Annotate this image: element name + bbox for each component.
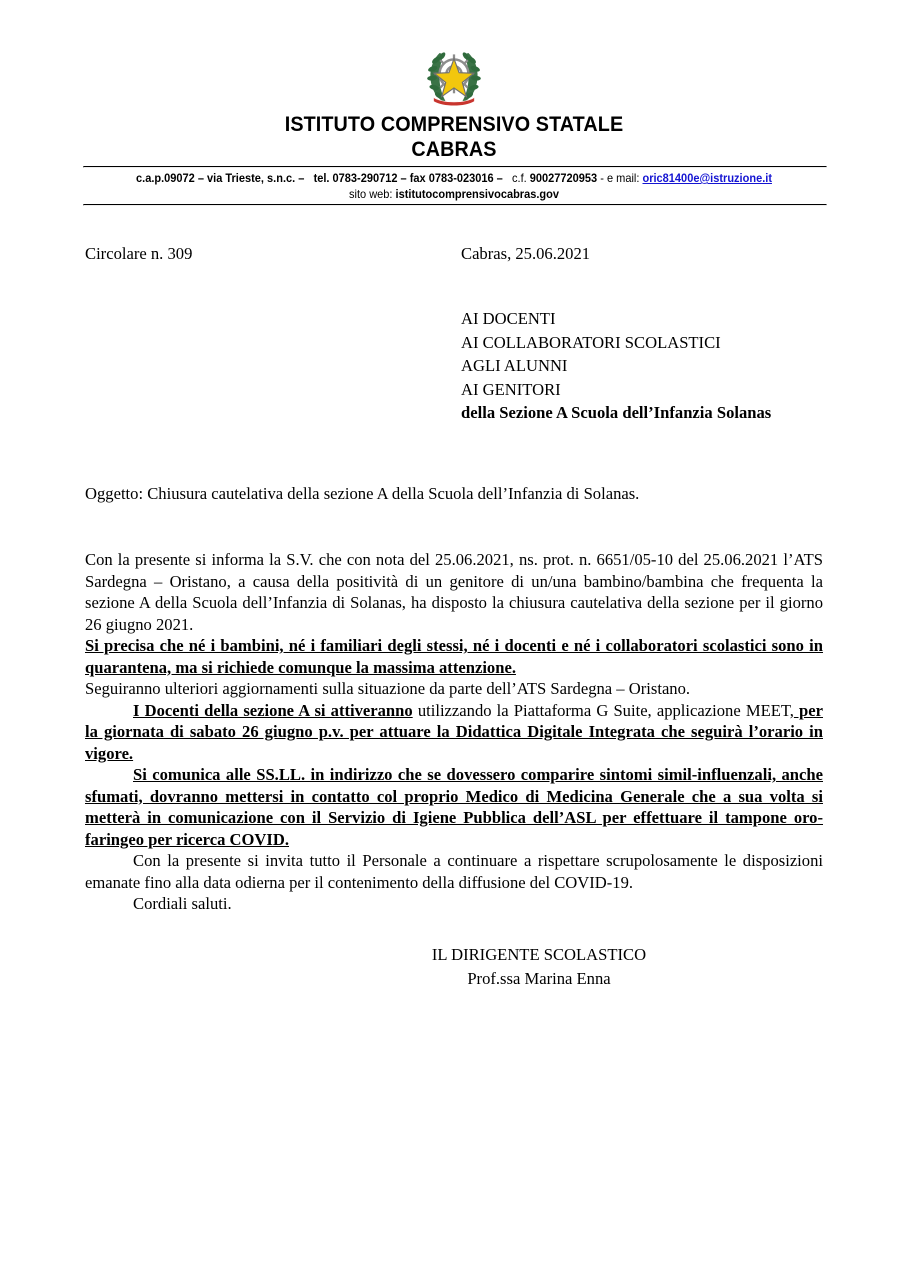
paragraph-notice: Con la presente si informa la S.V. che con nota del 25.06.2021, ns. prot. n. 6651/05-10 del 25.06.2021 l’ATS Sardegna – Oristano, a causa della positività di un genitore di un/una bambino/bambina che frequenta la sezione A della Scuola dell’Infanzia di Solanas, ha disposto la chiusura cautelativa della sezione per il giorno 26 giugno 2021. [85,550,823,634]
contact-cf: 90027720953 [529,172,598,185]
school-title-line2: CABRAS [411,137,497,161]
paragraph-regards [85,893,823,915]
contact-line-2 [102,187,807,203]
school-title-line1: ISTITUTO COMPRENSIVO STATALE [284,112,624,136]
letterhead [83,40,825,206]
emblem-container [83,40,825,112]
contact-web: istitutocomprensivocabras.gov [395,187,559,201]
paragraph-updates: Seguiranno ulteriori aggiornamenti sulla situazione da parte dell’ATS Sardegna – Oristano. [85,679,691,698]
contact-info [102,168,807,204]
contact-cap: c.a.p.09072 – via Trieste, s.n.c. – [136,172,305,185]
header-rule-bottom [83,204,827,206]
signature-block [85,943,823,991]
subject-line: Oggetto: Chiusura cautelativa della sezione A della Scuola dell’Infanzia di Solanas. [85,483,640,503]
contact-line-1 [102,171,807,187]
teachers-plain: utilizzando la Piattaforma G Suite, applicazione MEET, [412,700,794,720]
paragraph-quarantine [85,635,823,678]
circular-number: Circolare n. 309 [85,244,193,263]
letter-body [85,243,823,988]
recipient-line: AI GENITORI [461,379,561,399]
teachers-bold-tail: per la giornata di sabato 26 giugno p.v. per attuare la Didattica Digitale Integrata che seguirà l’orario in vigore. [85,700,823,763]
paragraph-symptoms [85,764,823,850]
paragraph-quarantine-text: Si precisa che né i bambini, né i familiari degli stessi, né i docenti e né i collaboratori scolastici sono in quarantena, ma si richiede comunque la massima attenzione. [85,636,823,677]
place-and-date: Cabras, 25.06.2021 [461,244,591,263]
contact-cf-label: c.f. [512,172,527,185]
paragraph-regards-text: Cordiali saluti. [133,894,232,913]
recipient-line: AI COLLABORATORI SCOLASTICI [461,332,721,352]
paragraph-invitation-text: Con la presente si invita tutto il Personale a continuare a rispettare scrupolosamente le disposizioni emanate fino alla data odierna per il contenimento della diffusione del COVID-19. [85,851,823,892]
teachers-bold-lead: I Docenti della sezione A si attiveranno [133,700,413,720]
circular-header-row [85,243,823,267]
paragraph-invitation [85,850,823,893]
contact-web-label: sito web: [349,187,393,201]
signature-name: Prof.ssa Marina Enna [467,969,611,988]
contact-email-label: - e mail: [600,172,640,185]
recipient-line: AGLI ALUNNI [461,356,568,375]
paragraph-teachers [85,700,823,765]
contact-tel: tel. 0783-290712 – fax 0783-023016 – [313,172,503,185]
paragraph-symptoms-text: Si comunica alle SS.LL. in indirizzo che se dovessero comparire sintomi simil-influenzali, anche sfumati, dovranno mettersi in contatto col proprio Medico di Medicina Generale che a sua volta si metterà in comunicazione con il Servizio di Igiene Pubblica dell’ASL per effettuare il tampone oro-faringeo per ricerca COVID. [85,765,823,849]
recipient-line: AI DOCENTI [461,309,556,328]
italian-republic-emblem-icon [418,40,490,112]
signature-role: IL DIRIGENTE SCOLASTICO [431,945,647,964]
contact-email-link[interactable]: oric81400e@istruzione.it [642,172,772,185]
recipients-block [461,307,823,425]
recipient-section-line: della Sezione A Scuola dell’Infanzia Solanas [461,403,772,422]
